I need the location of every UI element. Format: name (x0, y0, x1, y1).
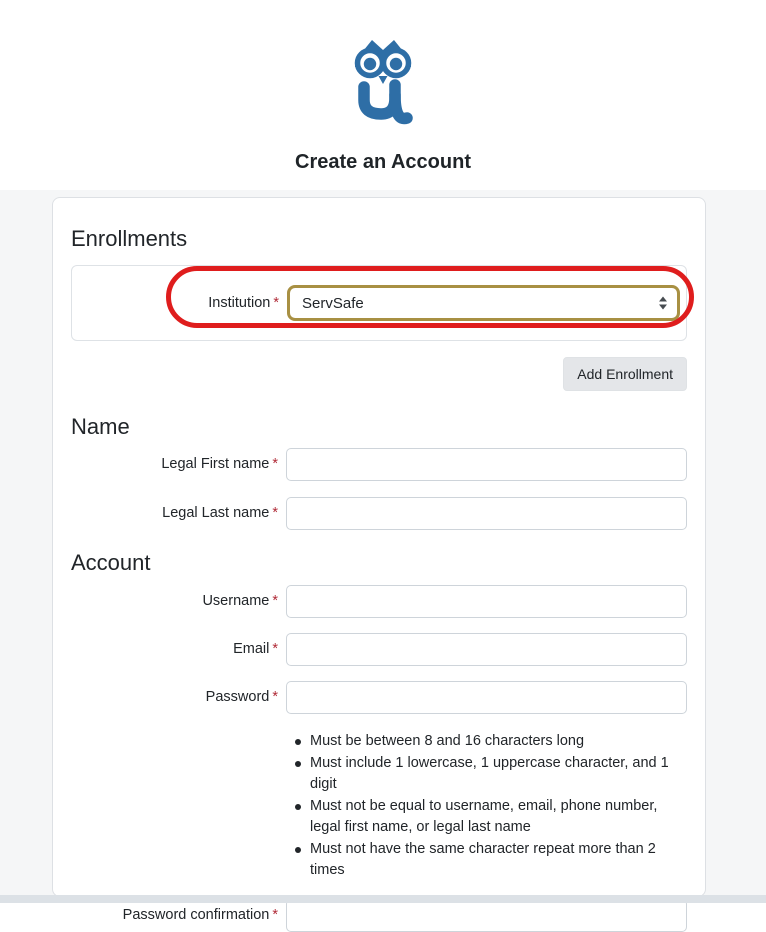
legal-last-name-row (71, 497, 687, 530)
username-label: Username * (202, 593, 278, 609)
window-bottom-edge (0, 895, 766, 903)
institution-row (72, 285, 686, 321)
legal-last-name-input[interactable] (286, 497, 687, 530)
password-confirmation-label: Password confirmation * (122, 907, 278, 923)
password-rule: Must not be equal to username, email, phone number, legal first name, or legal last name (293, 796, 687, 838)
page-title: Create an Account (295, 151, 471, 173)
password-rule: Must not have the same character repeat more than 2 times (293, 839, 687, 881)
legal-last-name-label: Legal Last name * (162, 505, 278, 521)
enrollment-actions (71, 357, 687, 391)
password-rule: Must be between 8 and 16 characters long (293, 731, 687, 752)
enrollment-fields-box (71, 265, 687, 341)
password-confirmation-input[interactable] (286, 899, 687, 932)
required-asterisk: * (272, 456, 278, 472)
password-label: Password * (205, 689, 278, 705)
required-asterisk: * (272, 505, 278, 521)
email-label: Email * (233, 641, 278, 657)
password-input[interactable] (286, 681, 687, 714)
email-row (71, 633, 687, 666)
add-enrollment-button[interactable]: Add Enrollment (563, 357, 687, 391)
institution-select-wrap (287, 285, 680, 321)
institution-label: Institution * (208, 294, 279, 311)
username-row (71, 585, 687, 618)
legal-first-name-input[interactable] (286, 448, 687, 481)
legal-first-name-row (71, 448, 687, 481)
signup-form-card (52, 197, 706, 923)
password-rule: Must include 1 lowercase, 1 uppercase character, and 1 digit (293, 753, 687, 795)
email-input[interactable] (286, 633, 687, 666)
legal-first-name-label: Legal First name * (161, 456, 278, 472)
required-asterisk: * (273, 294, 279, 311)
password-row (71, 681, 687, 714)
password-confirmation-row (71, 899, 687, 932)
required-asterisk: * (272, 641, 278, 657)
required-asterisk: * (272, 593, 278, 609)
username-input[interactable] (286, 585, 687, 618)
owl-logo (353, 38, 413, 135)
enrollments-heading: Enrollments (71, 226, 188, 251)
account-heading: Account (71, 550, 151, 575)
name-heading: Name (71, 414, 130, 439)
required-asterisk: * (272, 907, 278, 923)
password-rules-list (71, 731, 687, 881)
owl-logo-graphic (353, 38, 413, 130)
institution-select[interactable] (287, 285, 680, 321)
required-asterisk: * (272, 689, 278, 705)
